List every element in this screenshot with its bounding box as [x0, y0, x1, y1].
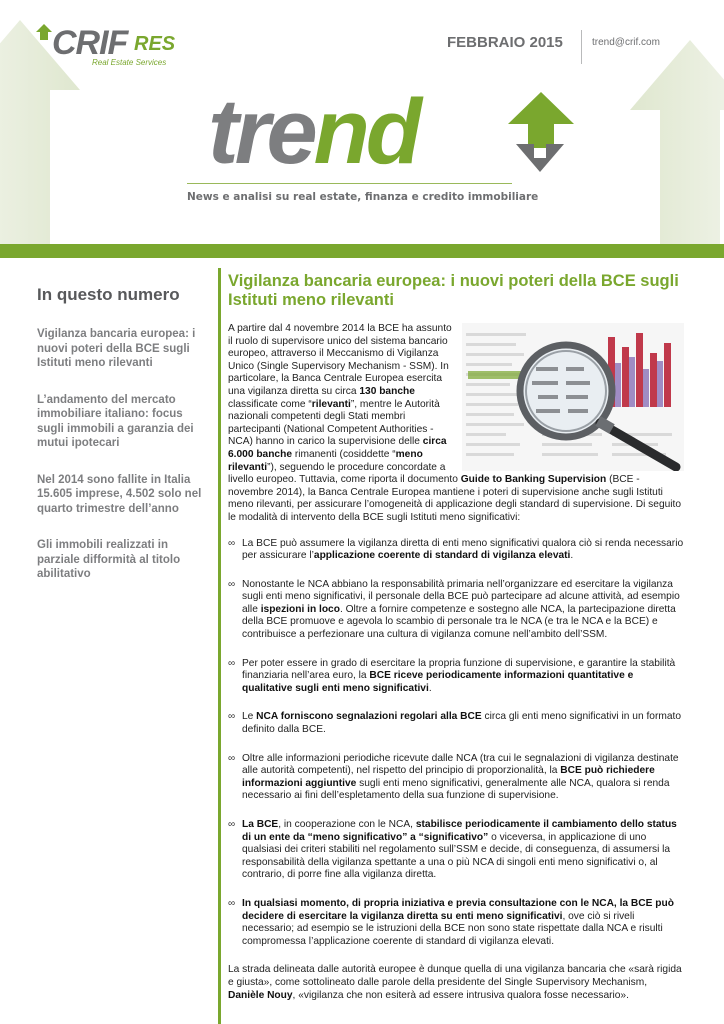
intervention-list — [228, 538, 684, 949]
list-item — [228, 819, 684, 882]
infinity-bullet-icon: ∞ — [228, 819, 236, 830]
list-item — [228, 538, 684, 563]
body-text: , ove ciò si riveli necessario; ad esempio se le istruzioni della BCE non sono state rispettate dalla NCA e risulti compromessa l’applicazione coerente di standard di vigilanza elevati. — [242, 910, 663, 947]
emphasis-text: Guide to Banking Supervision — [460, 474, 607, 486]
toc-item[interactable]: L’andamento del mercato immobiliare italiano: focus sugli immobili a garanzia dei mutui ipotecari — [37, 393, 194, 449]
logo-suffix: RES — [134, 33, 176, 55]
body-text: Le — [242, 711, 257, 723]
logo-subtitle: Real Estate Services — [92, 58, 167, 67]
page-header — [0, 0, 724, 258]
emphasis-text: stabilisce periodicamente il cambiamento dello status di un ente da “meno significativo” a “significativo” — [242, 819, 677, 843]
body-text: o viceversa, in applicazione di uno qualsiasi dei criteri stabiliti nel regolamento sull’SSM e decide, di conseguenza, di assumersi la responsabilità della vigilanza spettante a una o più NCA di singoli enti meno significativi o, al contrario, di porre fine alla vigilanza diretta. — [242, 831, 671, 881]
emphasis-text: meno rilevanti — [228, 448, 423, 473]
issue-date: FEBBRAIO 2015 — [447, 34, 563, 51]
infinity-bullet-icon: ∞ — [228, 578, 236, 590]
body-text: , «vigilanza che non esiterà ad essere intrusiva qualora fosse necessario». — [292, 989, 629, 1001]
trend-brand-title — [208, 81, 578, 183]
emphasis-text: circa 6.000 banche — [228, 436, 447, 460]
body-text: , in cooperazione con le NCA, — [278, 819, 416, 830]
magnifying-glass-report-image — [462, 323, 684, 471]
logo-brand: CRIF — [52, 24, 128, 62]
header-green-band — [0, 244, 724, 258]
emphasis-text: BCE può richiedere informazioni aggiuntive — [242, 765, 655, 789]
list-item — [228, 658, 684, 696]
body-text: ”, mentre le Autorità nazionali competenti degli Stati membri partecipanti (National Competent Authorities - NCA) hanno in carico la supervisione delle — [228, 398, 440, 448]
article-closing — [228, 964, 684, 1002]
header-separator — [581, 30, 582, 64]
toc-item[interactable]: Vigilanza bancaria europea: i nuovi poteri della BCE sugli Istituti meno rilevanti — [37, 328, 196, 369]
emphasis-text: ispezioni in loco — [260, 603, 340, 615]
infinity-bullet-icon: ∞ — [228, 711, 236, 723]
brand-title-part2: nd — [313, 81, 419, 183]
contact-email: trend@crif.com — [592, 37, 660, 48]
body-text: ”), seguendo le procedure concordate a livello europeo. Tuttavia, come riporta il documento — [228, 461, 461, 486]
column-divider — [218, 268, 221, 1024]
list-item — [228, 579, 684, 642]
up-down-arrows-icon — [508, 92, 574, 172]
list-item-text — [242, 711, 681, 735]
brand-title-part1: tre — [208, 81, 314, 183]
body-text: . Oltre a fornire competenze e sostegno alle NCA, la partecipazione diretta della BCE promuove e agevola lo scambio di personale tra le NCA (e tra le NCA e la BCE) e contribuisce a perfezionare una cultura di vigilanza comune nell’ambito dell’SSM. — [242, 603, 676, 641]
sidebar-contents — [37, 285, 207, 604]
list-item — [228, 711, 684, 736]
emphasis-text: In qualsiasi momento, di propria iniziativa e previa consultazione con le NCA, la BCE può decidere di esercitare la vigilanza diretta su enti meno significativi — [242, 897, 674, 922]
body-text: . — [570, 550, 574, 562]
tagline: News e analisi su real estate, finanza e credito immobiliare — [187, 191, 539, 203]
magnifier-chart-icon — [462, 323, 684, 471]
list-item-text — [242, 898, 674, 947]
background-arrow-right-icon — [630, 40, 724, 258]
infinity-bullet-icon: ∞ — [228, 897, 236, 909]
body-text: A partire dal 4 novembre 2014 la BCE ha assunto il ruolo di supervisore unico del sistema bancario europeo, attraverso il Meccanismo di Vigilanza Unico (Single Supervisory Mechanism - SSM). In particolare, la Banca Centrale Europea esercita una vigilanza diretta su circa — [228, 323, 452, 397]
list-item-text — [242, 819, 677, 880]
crif-res-logo — [34, 20, 184, 72]
emphasis-text: rilevanti — [311, 398, 351, 410]
infinity-bullet-icon: ∞ — [228, 537, 236, 549]
body-text: classificate come “ — [228, 398, 312, 410]
article — [228, 272, 684, 1002]
body-text: Per poter essere in grado di esercitare la propria funzione di supervisione, e garantire la stabilità finanziaria nell’area euro, la — [242, 657, 676, 682]
body-text: La BCE può assumere la vigilanza diretta di enti meno significativi qualora ciò si renda necessario per assicurare l’ — [242, 537, 684, 562]
infinity-bullet-icon: ∞ — [228, 657, 236, 669]
emphasis-text: NCA forniscono segnalazioni regolari alla BCE — [256, 711, 482, 723]
article-title: Vigilanza bancaria europea: i nuovi poteri della BCE sugli Istituti meno rilevanti — [228, 272, 679, 309]
toc-item[interactable]: Gli immobili realizzati in parziale difformità al titolo abilitativo — [37, 539, 181, 580]
emphasis-text: BCE riceve periodicamente informazioni quantitative e qualitative sugli enti meno significativi — [242, 670, 634, 694]
body-text: . — [428, 682, 432, 694]
sidebar-title: In questo numero — [37, 285, 180, 304]
list-item-text — [242, 658, 675, 694]
emphasis-text: 130 banche — [359, 385, 415, 397]
list-item — [228, 753, 684, 803]
body-text: (BCE - novembre 2014), la Banca Centrale Europea mantiene i poteri di supervisione anche sugli Istituti meno rilevanti, per assicurare l’omogeneità di applicazione degli standard di supervisione. Di seguito le modalità di intervento della BCE sugli Istituti meno significativi: — [228, 474, 682, 523]
emphasis-text: applicazione coerente di standard di vigilanza elevati — [313, 550, 571, 562]
emphasis-text: Danièle Nouy — [228, 989, 293, 1001]
body-text: Oltre alle informazioni periodiche ricevute dalle NCA (tra cui le segnalazioni di vigilanza destinate alle autorità competenti), nel rispetto del principio di proporzionalità, la — [242, 752, 679, 777]
list-item-text — [242, 538, 683, 562]
infinity-bullet-icon: ∞ — [228, 752, 236, 764]
tagline-rule — [187, 183, 512, 184]
list-item — [228, 898, 684, 948]
list-item-text — [242, 579, 680, 640]
body-text: sugli enti meno significativi, generalmente alle NCA, qualora si renda necessario ai fini dell’espletamento della sua funzione di supervisione. — [242, 777, 670, 802]
list-item-text — [242, 753, 679, 802]
logo-house-icon — [34, 22, 54, 42]
body-text: rimanenti (cosiddette “ — [292, 448, 396, 460]
toc-item[interactable]: Nel 2014 sono fallite in Italia 15.605 imprese, 4.502 solo nel quarto trimestre dell’anno — [37, 473, 202, 515]
body-text: Nonostante le NCA abbiano la responsabilità primaria nell’organizzare ed esercitare la vigilanza sugli enti meno significativi, il personale della BCE può partecipare ad alcune attività, ad esempio alle — [242, 578, 680, 615]
body-text: La strada delineata dalle autorità europee è dunque quella di una vigilanza bancaria che «sarà rigida e giusta», come sottolineato dalle parole della presidente del Single Supervisory Mechanism, — [228, 964, 682, 988]
emphasis-text: La BCE — [242, 819, 279, 830]
article-intro — [228, 323, 684, 525]
body-text: circa gli enti meno significativi in un formato definito dalla BCE. — [242, 711, 681, 736]
